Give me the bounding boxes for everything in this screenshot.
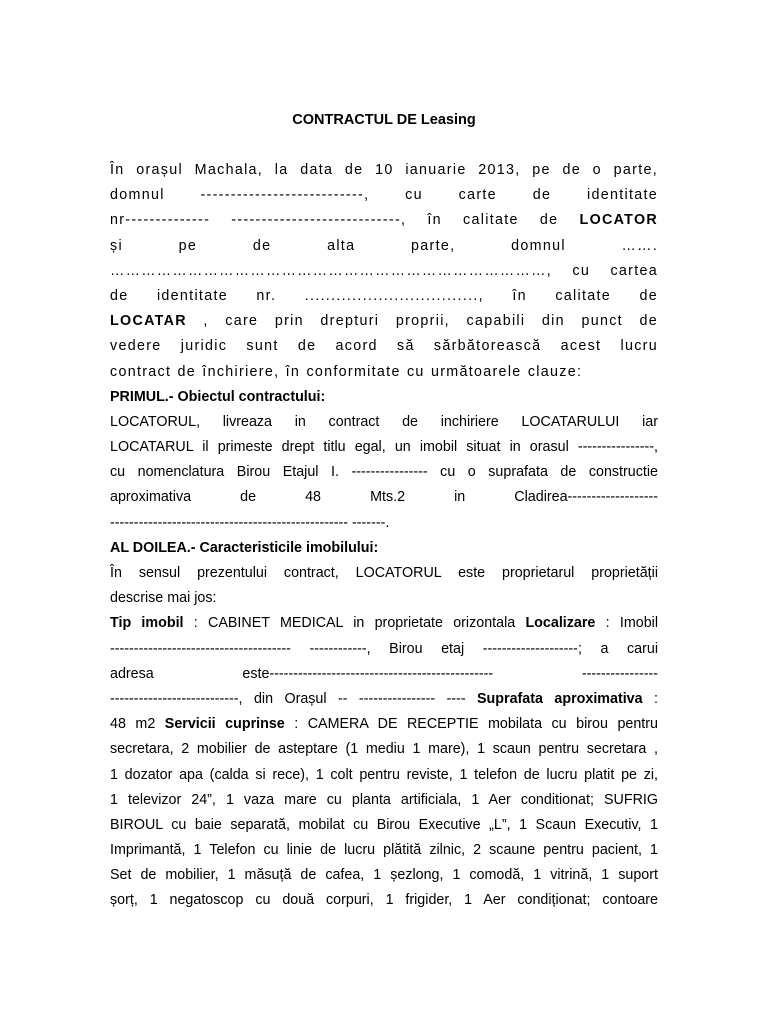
text-line — [110, 611, 658, 636]
text-line: contract de închiriere, în conformitate cu următoarele clauze: — [110, 363, 583, 380]
text-line: Imprimantă, 1 Telefon cu linie de lucru plătită zilnic, 2 scaune pentru pacient, 1 — [110, 842, 658, 859]
text-line: 1 televizor 24”, 1 vaza mare cu planta artificiala, 1 Aer conditionat; SUFRIG — [110, 791, 658, 808]
text-line: secretara, 2 mobilier de asteptare (1 mediu 1 mare), 1 scaun pentru secretara , — [110, 741, 658, 758]
text-line: 1 dozator apa (calda si rece), 1 colt pentru reviste, 1 telefon de lucru platit pe zi, — [110, 766, 658, 783]
text-segment: , care prin drepturi proprii, capabili din punct de — [186, 313, 658, 330]
text-segment: : — [642, 690, 658, 707]
text-line — [110, 208, 658, 233]
text-segment: ---------------------------, din Orașul -- ---------------- ---- — [110, 690, 478, 707]
text-line — [110, 309, 658, 334]
field-label: Tip imobil — [110, 615, 184, 632]
text-line: În orașul Machala, la data de 10 ianuarie 2013, pe de o parte, — [110, 162, 658, 178]
text-line: BIROUL cu baie separată, mobilat cu Birou Executive „L”, 1 Scaun Executiv, 1 — [110, 816, 658, 833]
text-line: aproximativa de 48 Mts.2 in Cladirea------------------- — [110, 489, 658, 506]
text-line: descrise mai jos: — [110, 590, 217, 607]
field-label: Servicii cuprinse — [164, 716, 285, 733]
text-line — [110, 687, 658, 712]
field-label: Localizare — [525, 615, 596, 632]
text-line — [110, 712, 658, 737]
field-label: Suprafata aproximativa — [477, 690, 643, 707]
text-line: -------------------------------------- ------------, Birou etaj --------------------; a carui — [110, 640, 658, 657]
locator-term: LOCATOR — [579, 212, 658, 229]
text-segment: 48 m2 — [110, 716, 165, 733]
text-line: domnul ---------------------------, cu carte de identitate — [110, 187, 658, 204]
text-line: cu nomenclatura Birou Etajul I. ---------------- cu o suprafata de constructie — [110, 464, 658, 481]
text-line: LOCATARUL il primeste drept titlu egal, un imobil situat in orasul ----------------, — [110, 439, 658, 456]
text-line: În sensul prezentului contract, LOCATORUL este proprietarul proprietății — [110, 565, 658, 581]
text-line: Set de mobilier, 1 măsuță de cafea, 1 șezlong, 1 comodă, 1 vitrină, 1 suport — [110, 867, 658, 884]
document-body — [110, 158, 658, 914]
text-line: vedere juridic sunt de acord să sărbătorească acest lucru — [110, 338, 658, 355]
text-line: șorț, 1 negatoscop cu două corpuri, 1 frigider, 1 Aer condiționat; contoare — [110, 892, 658, 909]
text-line: adresa este----------------------------------------------- ---------------- — [110, 665, 658, 682]
text-segment: : CABINET MEDICAL in proprietate orizontala — [183, 615, 526, 632]
text-segment: : Imobil — [595, 615, 658, 632]
text-line: …………………………………………………………………………, cu cartea — [110, 262, 658, 279]
text-line: -------------------------------------------------- -------. — [110, 514, 390, 531]
text-segment: nr-------------- ----------------------------, în calitate de — [110, 212, 580, 229]
locatar-term: LOCATAR — [110, 313, 187, 330]
text-line: și pe de alta parte, domnul ……. — [110, 237, 658, 254]
section-heading: AL DOILEA.- Caracteristicile imobilului: — [110, 539, 379, 556]
text-line: de identitate nr. ................................., în calitate de — [110, 287, 658, 304]
text-line: LOCATORUL, livreaza in contract de inchiriere LOCATARULUI iar — [110, 413, 658, 430]
document-title: CONTRACTUL DE Leasing — [292, 112, 476, 128]
section-heading: PRIMUL.- Obiectul contractului: — [110, 388, 326, 405]
text-segment: : CAMERA DE RECEPTIE mobilata cu birou pentru — [284, 716, 658, 733]
